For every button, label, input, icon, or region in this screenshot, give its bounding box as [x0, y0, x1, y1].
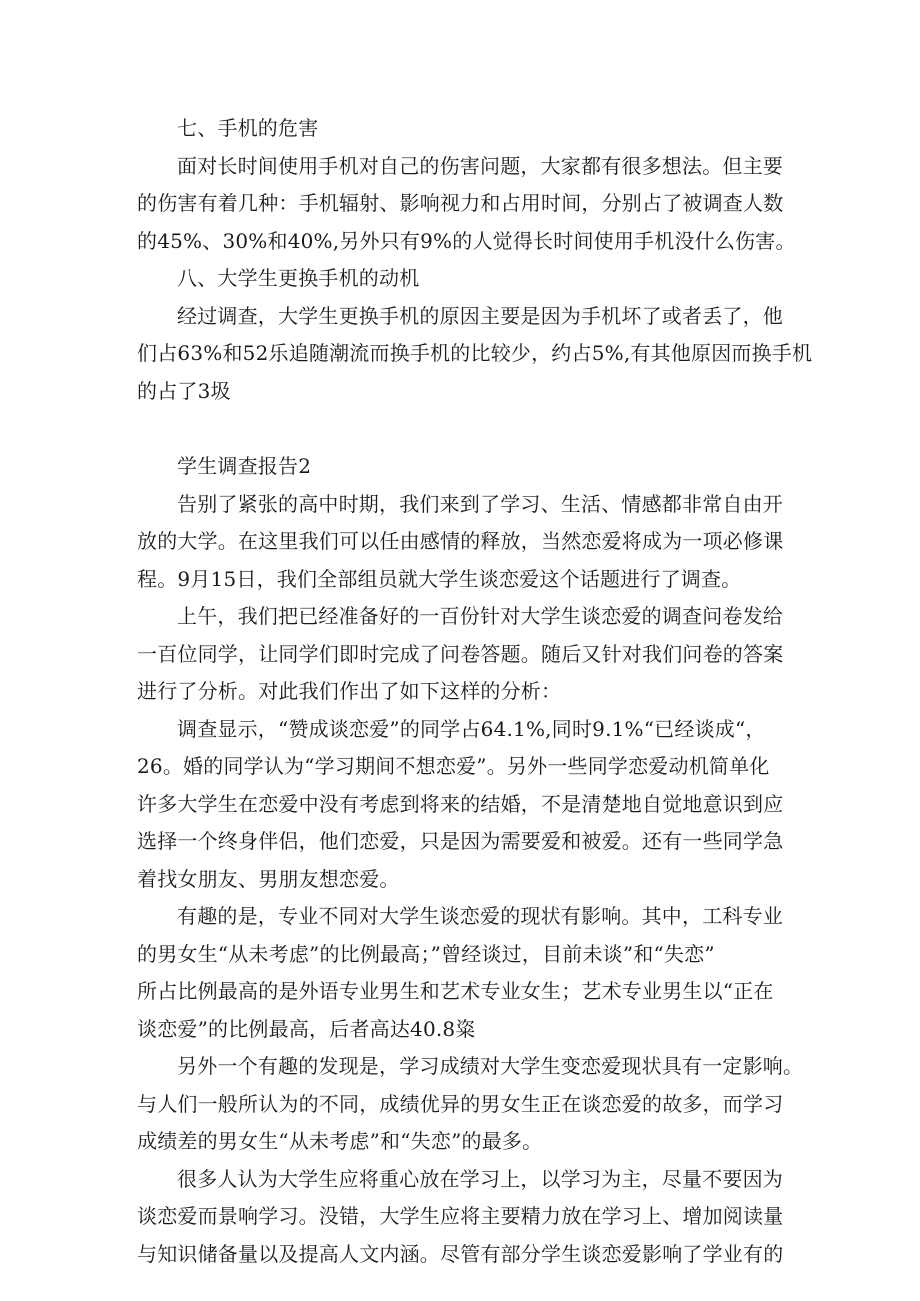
- paragraph-line: 选择一个终身伴侣，他们恋爱，只是因为需要爱和被爱。还有一些同学急: [137, 829, 784, 853]
- paragraph-line: 许多大学生在恋爱中没有考虑到将来的结婚，不是清楚地自觉地意识到应: [137, 791, 784, 816]
- paragraph-line: 经过调查，大学生更换手机的原因主要是因为手机坏了或者丢了，他: [177, 303, 783, 328]
- paragraph-line: 的男女生“从未考虑”的比例最高；”曾经谈过，目前未谈”和“失恋”: [137, 941, 715, 966]
- section-spacer: [137, 410, 783, 448]
- paragraph-line: 成绩差的男女生“从未考虑”和“失恋”的最多。: [137, 1129, 543, 1153]
- paragraph-line: 上午，我们把已经准备好的一百份针对大学生谈恋爱的调查问卷发给: [177, 604, 783, 628]
- paragraph-line: 调查显示，“赞成谈恋爱”的同学占64.1%,同时9.1%“已经谈成“，: [177, 716, 766, 741]
- paragraph-line: 的占了3圾: [137, 378, 231, 403]
- paragraph-line: 们占63%和52乐追随潮流而换手机的比较少，约占5%,有其他原因而换手机: [137, 341, 813, 365]
- paragraph-line: 26。婚的同学认为“学习期间不想恋爱”。另外一些同学恋爱动机简单化: [137, 754, 770, 778]
- paragraph-line: 与知识储备量以及提高人文内涵。尽管有部分学生谈恋爱影响了学业有的: [137, 1241, 784, 1266]
- paragraph-line: 着找女朋友、男朋友想恋爱。: [137, 866, 400, 891]
- paragraph-line: 进行了分析。对此我们作出了如下这样的分析：: [137, 679, 562, 703]
- paragraph-line: 另外一个有趣的发现是，学习成绩对大学生变恋爱现状具有一定影响。: [177, 1054, 804, 1078]
- paragraph-line: 放的大学。在这里我们可以任由感情的释放，当然恋爱将成为一项必修课: [137, 529, 784, 553]
- paragraph-line: 的45%、30%和40%,另外只有9%的人觉得长时间使用手机没什么伤害。: [137, 228, 796, 253]
- section-heading-7: 七、手机的危害: [177, 116, 319, 140]
- paragraph-line: 很多人认为大学生应将重心放在学习上，以学习为主，尽量不要因为: [177, 1166, 783, 1191]
- section-heading-8: 八、大学生更换手机的动机: [177, 266, 420, 290]
- paragraph-line: 谈恋爱”的比例最高，后者高达40.8粢: [137, 1016, 476, 1041]
- document-page: [137, 110, 813, 1273]
- paragraph-line: 所占比例最高的是外语专业男生和艺术专业女生；艺术专业男生以“正在: [137, 979, 774, 1003]
- paragraph-line: 有趣的是，专业不同对大学生谈恋爱的现状有影响。其中，工科专业: [177, 904, 783, 928]
- paragraph-line: 程。9月15日，我们全部组员就大学生谈恋爱这个话题进行了调查。: [137, 566, 742, 591]
- report-title: 学生调查报告2: [177, 454, 312, 478]
- paragraph-line: 的伤害有着几种：手机辐射、影响视力和占用时间，分别占了被调查人数: [137, 191, 784, 215]
- paragraph-line: 谈恋爱而景响学习。没错，大学生应将主要精力放在学习上、增加阅读量: [137, 1204, 784, 1228]
- paragraph-line: 一百位同学，让同学们即时完成了问卷答题。随后又针对我们问卷的答案: [137, 641, 784, 666]
- paragraph-line: 与人们一般所认为的不同，成绩优异的男女生正在谈恋爱的故多，而学习: [137, 1091, 784, 1116]
- paragraph-line: 告别了紧张的高中时期，我们来到了学习、生活、情感都非常自由开: [177, 491, 783, 516]
- paragraph-line: 面对长时间使用手机对自己的伤害问题，大家都有很多想法。但主要: [177, 153, 783, 178]
